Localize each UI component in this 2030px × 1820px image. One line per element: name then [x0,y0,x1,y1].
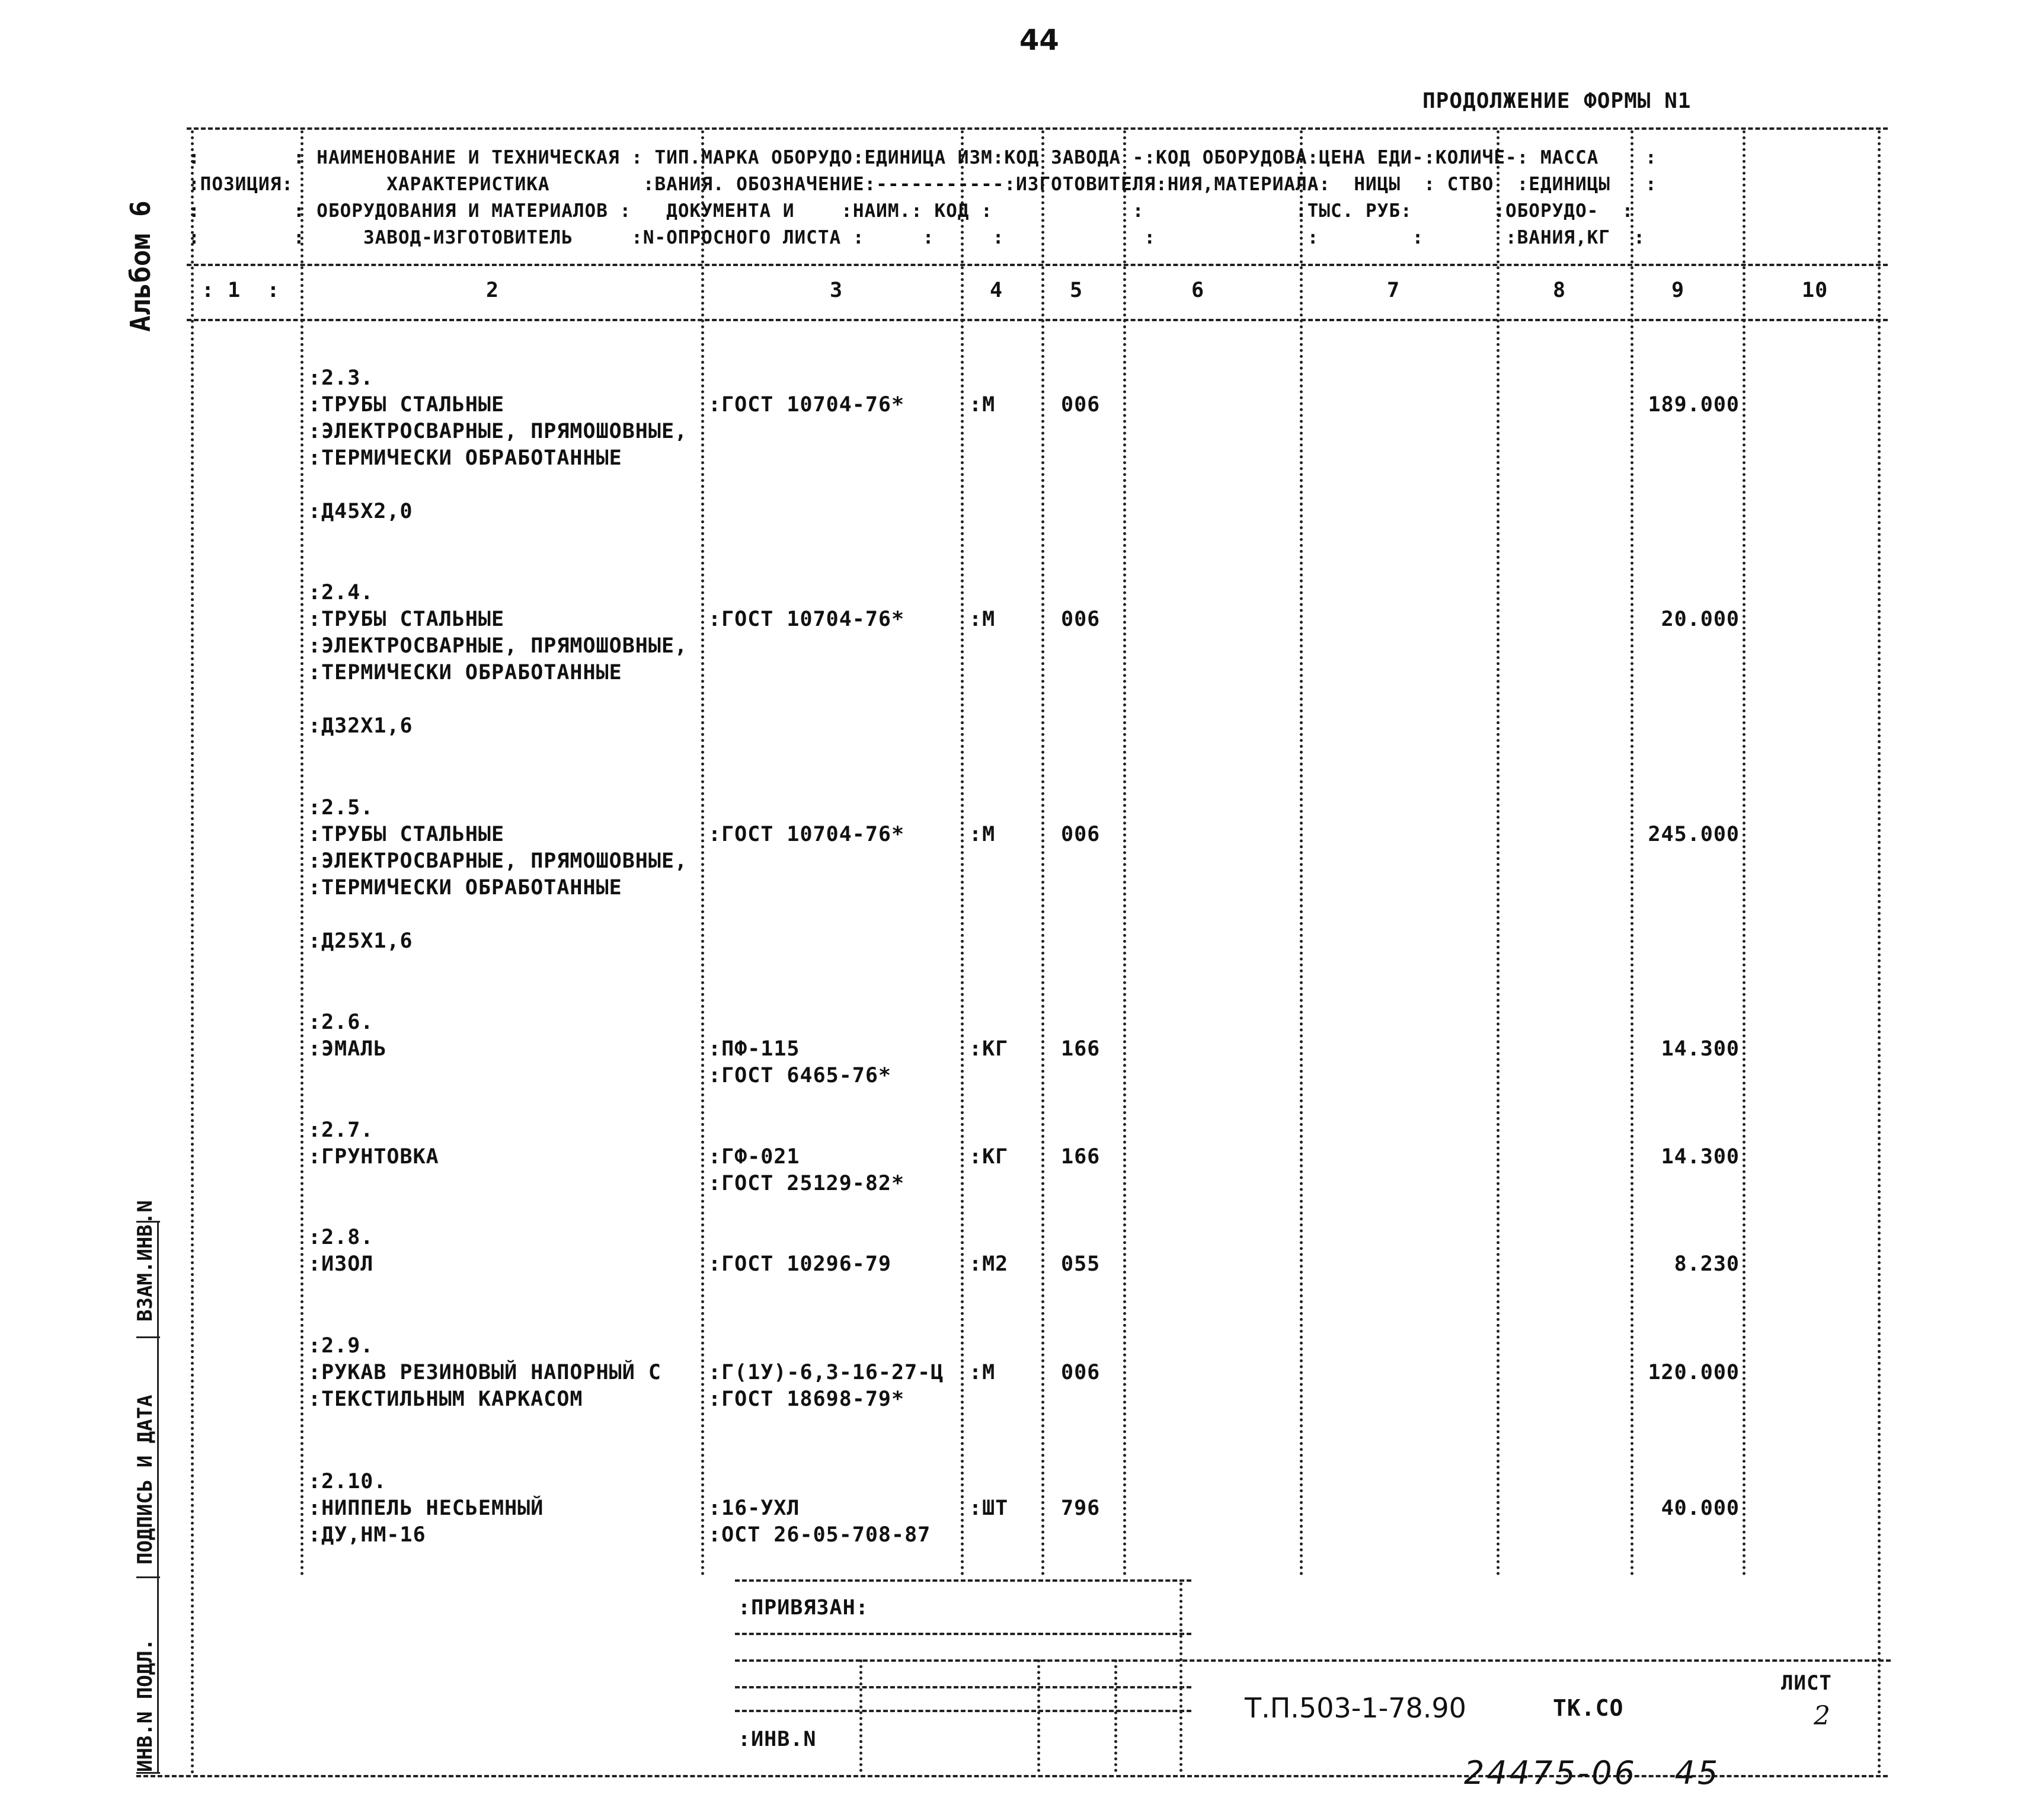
header-row: :ПОЗИЦИЯ: ХАРАКТЕРИСТИКА :ВАНИЯ. ОБОЗНАЧЕНИЕ:-----------:ИЗГОТОВИТЕЛЯ:НИЯ,МАТЕРИАЛА: НИЦЫ : СТВО :ЕДИНИЦЫ : [188,174,1657,195]
column-number: 5 [1070,279,1083,302]
header-row: : : ОБОРУДОВАНИЯ И МАТЕРИАЛОВ : ДОКУМЕНТА И :НАИМ.: КОД : : :ТЫС. РУБ: :ОБОРУДО- : [188,200,1634,222]
unit-name: :ШТ [969,1496,1009,1520]
page-number: 44 [1019,24,1059,57]
quantity: 189.000 [1648,393,1740,417]
handwritten-number: 24475-06 45 [1464,1754,1721,1792]
document-designation: :ГОСТ 6465-76* [708,1064,892,1087]
quantity: 245.000 [1648,823,1740,846]
unit-code: 166 [1061,1145,1101,1169]
item-name-line: :ИЗОЛ [308,1252,374,1276]
unit-name: :М [969,823,996,846]
column-number: 4 [990,279,1003,302]
column-number: 2 [486,279,500,302]
position-number: :2.7. [308,1118,374,1142]
position-number: :2.10. [308,1470,387,1493]
document-designation: :Г(1У)-6,3-16-27-Ц [708,1361,944,1384]
item-name-line: :Д25Х1,6 [308,929,413,953]
unit-code: 796 [1061,1496,1101,1520]
item-name-line: :ЭЛЕКТРОСВАРНЫЕ, ПРЯМОШОВНЫЕ, [308,849,688,873]
document-designation: :ГФ-021 [708,1145,800,1169]
item-name-line: :ГРУНТОВКА [308,1145,439,1169]
unit-name: :КГ [969,1037,1009,1061]
document-designation: :ГОСТ 10704-76* [708,393,905,417]
unit-code: 055 [1061,1252,1101,1276]
column-number: 9 [1671,279,1685,302]
column-number: 6 [1191,279,1205,302]
column-number: 3 [830,279,843,302]
item-name-line: :ТРУБЫ СТАЛЬНЫЕ [308,607,505,631]
position-number: :2.9. [308,1334,374,1358]
item-name-line: :НИППЕЛЬ НЕСЬЕМНЫЙ [308,1496,544,1520]
document-designation: :16-УХЛ [708,1496,800,1520]
document-designation: :ГОСТ 18698-79* [708,1387,905,1411]
item-name-line: :ЭЛЕКТРОСВАРНЫЕ, ПРЯМОШОВНЫЕ, [308,420,688,443]
item-name-line: :ЭМАЛЬ [308,1037,387,1061]
unit-name: :М [969,607,996,631]
quantity: 14.300 [1661,1037,1740,1061]
sheet-number: 2 [1814,1701,1830,1731]
unit-name: :М [969,393,996,417]
item-name-line: :ТРУБЫ СТАЛЬНЫЕ [308,823,505,846]
stamp-signature-date: ПОДПИСЬ И ДАТА [133,1394,157,1565]
column-number: 10 [1802,279,1828,302]
document-code: Т.П.503-1-78.90 [1245,1692,1466,1724]
attached-label: :ПРИВЯЗАН: [738,1596,869,1620]
item-name-line: :ЭЛЕКТРОСВАРНЫЕ, ПРЯМОШОВНЫЕ, [308,634,688,658]
unit-code: 006 [1061,607,1101,631]
quantity: 20.000 [1661,607,1740,631]
album-label: Альбом 6 [124,200,156,332]
document-designation: :ОСТ 26-05-708-87 [708,1523,931,1547]
position-number: :2.5. [308,796,374,820]
document-designation: :ПФ-115 [708,1037,800,1061]
document-section: ТК.СО [1553,1695,1624,1721]
unit-code: 006 [1061,823,1101,846]
inventory-label: :ИНВ.N [738,1728,817,1751]
quantity: 120.000 [1648,1361,1740,1384]
item-name-line: :Д45Х2,0 [308,500,413,523]
unit-code: 006 [1061,393,1101,417]
column-number: : 1 : [202,279,280,302]
position-number: :2.8. [308,1226,374,1249]
item-name-line: :РУКАВ РЕЗИНОВЫЙ НАПОРНЫЙ С [308,1361,661,1384]
header-row: : : ЗАВОД-ИЗГОТОВИТЕЛЬ :N-ОПРОСНОГО ЛИСТА : : : : : : :ВАНИЯ,КГ : [188,227,1645,248]
quantity: 14.300 [1661,1145,1740,1169]
unit-name: :М2 [969,1252,1009,1276]
column-number: 7 [1387,279,1401,302]
item-name-line: :ТЕКСТИЛЬНЫМ КАРКАСОМ [308,1387,583,1411]
position-number: :2.3. [308,366,374,390]
quantity: 40.000 [1661,1496,1740,1520]
item-name-line: :ДУ,НМ-16 [308,1523,426,1547]
document-designation: :ГОСТ 10704-76* [708,607,905,631]
unit-name: :КГ [969,1145,1009,1169]
quantity: 8.230 [1674,1252,1740,1276]
document-designation: :ГОСТ 10704-76* [708,823,905,846]
document-designation: :ГОСТ 10296-79 [708,1252,892,1276]
item-name-line: :ТЕРМИЧЕСКИ ОБРАБОТАННЫЕ [308,446,622,470]
item-name-line: :ТРУБЫ СТАЛЬНЫЕ [308,393,505,417]
document-designation: :ГОСТ 25129-82* [708,1172,905,1195]
continuation-title: ПРОДОЛЖЕНИЕ ФОРМЫ N1 [1422,89,1692,113]
table-top-rule [187,127,1888,130]
column-number: 8 [1553,279,1567,302]
item-name-line: :Д32Х1,6 [308,714,413,738]
unit-name: :М [969,1361,996,1384]
header-row: : : НАИМЕНОВАНИЕ И ТЕХНИЧЕСКАЯ : ТИП.МАРКА ОБОРУДО:ЕДИНИЦА ИЗМ:КОД ЗАВОДА -:КОД ОБОРУДОВА:ЦЕНА ЕДИ-:КОЛИЧЕ-: МАССА : [188,147,1657,168]
sheet-label: ЛИСТ [1781,1671,1832,1695]
item-name-line: :ТЕРМИЧЕСКИ ОБРАБОТАННЫЕ [308,661,622,685]
position-number: :2.4. [308,581,374,604]
unit-code: 166 [1061,1037,1101,1061]
stamp-original-inv: ИНВ.N ПОДЛ. [133,1638,157,1772]
item-name-line: :ТЕРМИЧЕСКИ ОБРАБОТАННЫЕ [308,876,622,900]
position-number: :2.6. [308,1010,374,1034]
unit-code: 006 [1061,1361,1101,1384]
stamp-replace-inv: ВЗАМ.ИНВ.N [133,1200,157,1322]
